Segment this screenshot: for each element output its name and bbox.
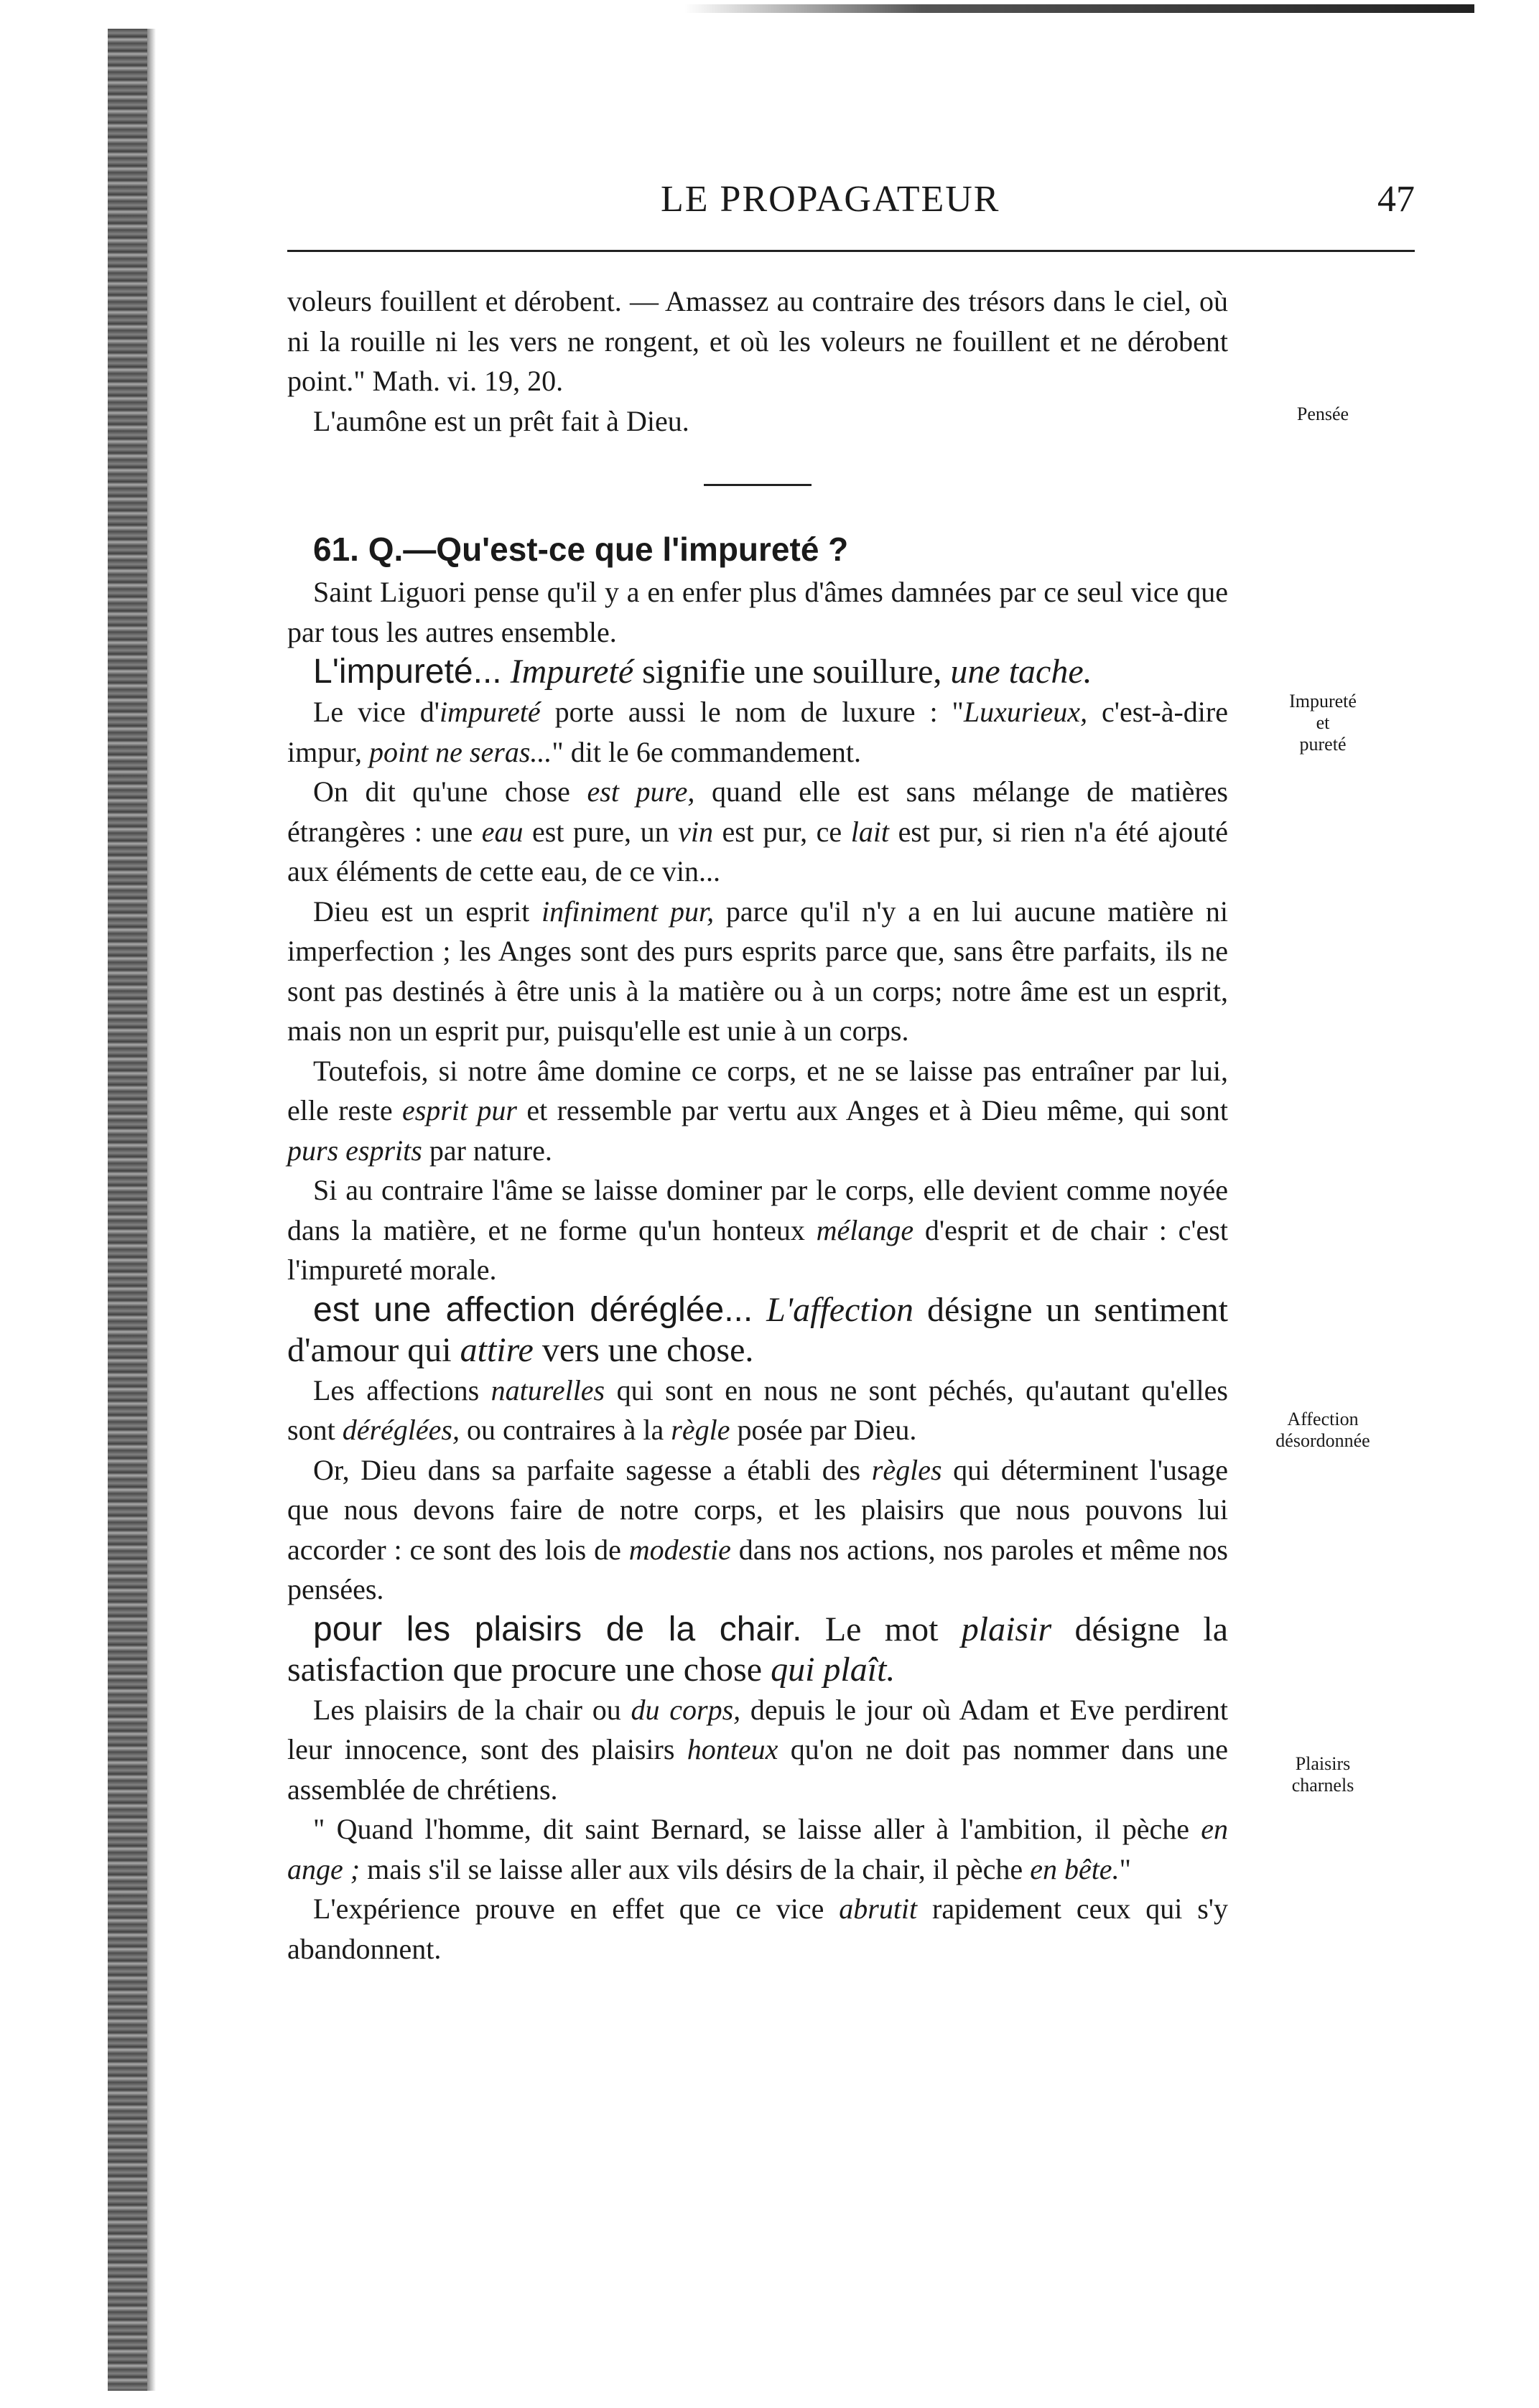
- paragraph: " Quand l'homme, dit saint Bernard, se laisse aller à l'ambition, il pèche en ange ; mais s'il se laisse aller aux vils désirs de la chair, il pèche en bête.": [287, 1813, 1228, 1885]
- page-header: [287, 178, 1415, 228]
- paragraph: Saint Liguori pense qu'il y a en enfer plus d'âmes damnées par ce seul vice que par tous les autres ensemble.: [287, 576, 1228, 648]
- paragraph: L'expérience prouve en effet que ce vice abrutit rapidement ceux qui s'y abandonnent.: [287, 1893, 1228, 1965]
- paragraph: Les plaisirs de la chair ou du corps, depuis le jour où Adam et Eve perdirent leur innocence, sont des plaisirs honteux qu'on ne doit pas nommer dans une assemblée de chrétiens.: [287, 1693, 1228, 1806]
- paragraph: Or, Dieu dans sa parfaite sagesse a établi des règles qui déterminent l'usage que nous devons faire de notre corps, et les plaisirs que nous pouvons lui accorder : ce sont des lois de modestie dans nos actions, nos paroles et même nos pensées.: [287, 1453, 1228, 1605]
- question-heading: 61. Q.—Qu'est-ce que l'impureté ?: [313, 531, 849, 568]
- page-number: 47: [1377, 179, 1415, 220]
- section-separator: [704, 484, 812, 486]
- margin-note-pensee: Pensée: [1296, 403, 1349, 424]
- running-title: LE PROPAGATEUR: [661, 179, 1000, 220]
- paragraph: voleurs fouillent et dérobent. — Amassez au contraire des trésors dans le ciel, où ni la rouille ni les vers ne rongent, et où les voleurs ne fouillent et ne dérobent point." Math. vi. 19, 20.: [287, 285, 1228, 397]
- book-spine-shadow: [108, 29, 147, 2391]
- lead-phrase-impurete: L'impureté... Impureté signifie une souillure, une tache.: [313, 653, 1092, 691]
- paragraph: Le vice d'impureté porte aussi le nom de luxure : "Luxurieux, c'est-à-dire impur, point ne seras..." dit le 6e commandement.: [287, 696, 1228, 768]
- top-scan-edge: [684, 4, 1474, 13]
- book-spine-edge: [147, 29, 156, 2391]
- paragraph: Les affections naturelles qui sont en nous ne sont péchés, qu'autant qu'elles sont déréglées, ou contraires à la règle posée par Dieu.: [287, 1373, 1228, 1446]
- paragraph: Toutefois, si notre âme domine ce corps, et ne se laisse pas entraîner par lui, elle reste esprit pur et ressemble par vertu aux Anges et à Dieu même, qui sont purs esprits par nature.: [287, 1054, 1228, 1167]
- paragraph: On dit qu'une chose est pure, quand elle est sans mélange de matières étrangères : une eau est pure, un vin est pur, ce lait est pur, si rien n'a été ajouté aux éléments de cette eau, de ce vin...: [287, 775, 1228, 887]
- paragraph: L'aumône est un prêt fait à Dieu.: [313, 404, 689, 437]
- paragraph: Si au contraire l'âme se laisse dominer par le corps, elle devient comme noyée dans la matière, et ne forme qu'un honteux mélange d'esprit et de chair : c'est l'impureté morale.: [287, 1174, 1228, 1286]
- lead-phrase-affection: est une affection déréglée... L'affection désigne un sentiment d'amour qui attire vers une chose.: [287, 1290, 1229, 1369]
- margin-note-impurete: Impureté et pureté: [1289, 691, 1357, 755]
- margin-note-affection: Affection désordonnée: [1275, 1409, 1370, 1451]
- lead-phrase-plaisirs: pour les plaisirs de la chair. Le mot plaisir désigne la satisfaction que procure une chose qui plaît.: [287, 1610, 1229, 1689]
- margin-note-plaisirs: Plaisirs charnels: [1291, 1753, 1354, 1796]
- paragraph: Dieu est un esprit infiniment pur, parce qu'il n'y a en lui aucune matière ni imperfection ; les Anges sont des purs esprits parce que, sans être parfaits, ils ne sont pas destinés à être unis à la matière ou à un corps; notre âme est un esprit, mais non un esprit pur, puisqu'elle est unie à un corps.: [287, 895, 1228, 1047]
- page-body: [287, 281, 1228, 1969]
- header-rule: [287, 250, 1415, 252]
